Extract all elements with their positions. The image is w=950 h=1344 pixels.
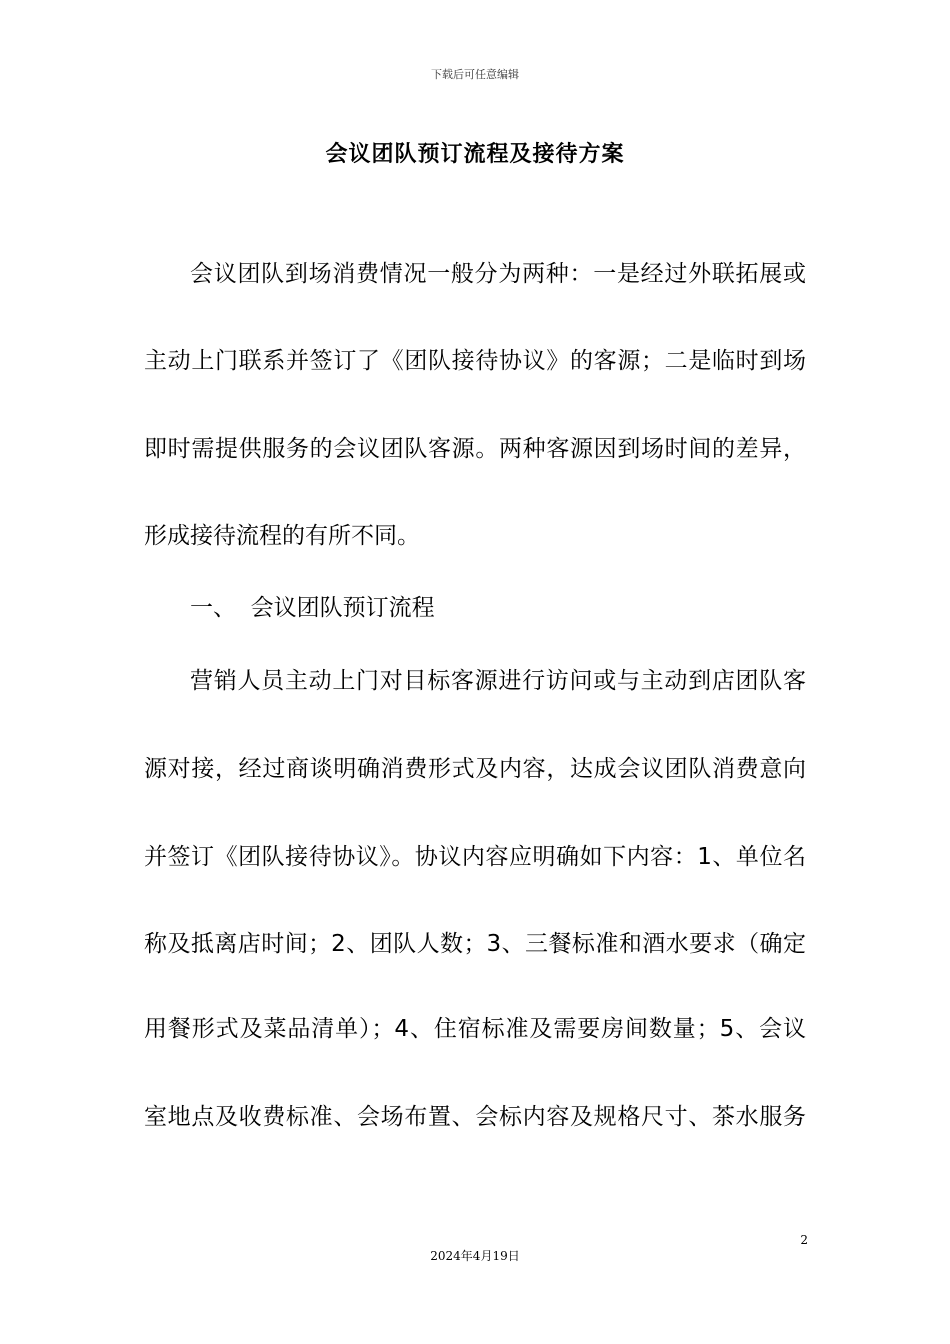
- section-heading: 一、 会议团队预订流程: [190, 595, 435, 621]
- paragraph-line: 并签订《团队接待协议》。协议内容应明确如下内容：1、单位名: [144, 844, 806, 870]
- paragraph-line: 主动上门联系并签订了《团队接待协议》的客源；二是临时到场: [144, 348, 806, 374]
- paragraph-line: 会议团队到场消费情况一般分为两种：一是经过外联拓展或: [190, 261, 806, 287]
- document-title: 会议团队预订流程及接待方案: [325, 142, 625, 167]
- header-note: 下载后可任意编辑: [431, 68, 519, 81]
- paragraph-line: 称及抵离店时间；2、团队人数；3、三餐标准和酒水要求（确定: [144, 931, 806, 957]
- footer-date: 2024年4月19日: [430, 1249, 520, 1263]
- paragraph-line: 即时需提供服务的会议团队客源。两种客源因到场时间的差异，: [144, 436, 806, 462]
- page-number: 2: [800, 1233, 808, 1247]
- paragraph-line: 室地点及收费标准、会场布置、会标内容及规格尺寸、茶水服务: [144, 1104, 806, 1130]
- paragraph-line: 营销人员主动上门对目标客源进行访问或与主动到店团队客: [190, 668, 806, 694]
- paragraph-line: 源对接，经过商谈明确消费形式及内容，达成会议团队消费意向: [144, 756, 806, 782]
- paragraph-line: 形成接待流程的有所不同。: [144, 523, 420, 549]
- paragraph-line: 用餐形式及菜品清单）；4、住宿标准及需要房间数量；5、会议: [144, 1016, 806, 1042]
